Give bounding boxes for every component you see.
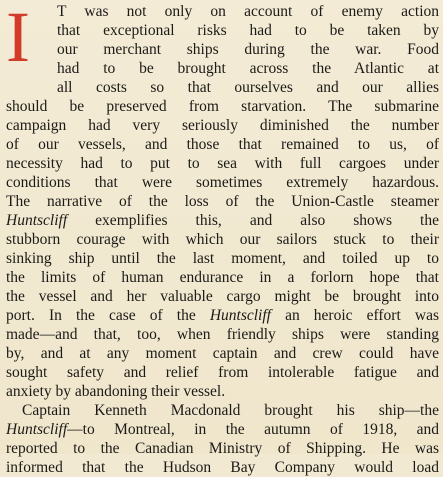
text-line: anxiety by abandoning their vessel. [6,383,226,400]
text-line: our merchant ships during the war. Food [57,41,439,58]
ship-name: Huntscliff [6,212,68,229]
text-line: reported to the Canadian Ministry of Shipping. He was [6,440,439,457]
text-line: stubborn courage with which our sailors stuck to their [6,231,439,248]
text-line: sinking ship until the last moment, and toiled up to [6,250,439,267]
text-line: that exceptional risks had to be taken by [57,22,439,39]
text-line: necessity had to put to sea with full cargoes under [6,155,439,172]
text-line: sought safety and relief from intolerable fatigue and [6,364,439,381]
text-line: should be preserved from starvation. The submarine [6,98,439,115]
text-line: Huntscliff—to Montreal, in the autumn of 1918, and [6,421,439,438]
text-line: port. In the case of the Huntscliff an heroic effort was [6,307,439,324]
text-line: Huntscliff exemplifies this, and also shows the [6,212,439,229]
text-line: informed that the Hudson Bay Company would load [6,459,439,476]
text-line: T was not only on account of enemy action [57,3,439,20]
text-line: campaign had very seriously diminished the number [6,117,439,134]
text-line: The narrative of the loss of the Union-Castle steamer [6,193,439,210]
text-line: conditions that were sometimes extremely hazardous. [6,174,439,191]
text-line: made—and that, too, when friendly ships were standing [6,326,439,343]
ship-name: Huntscliff [209,307,271,324]
text-line: by, and at any moment captain and crew could have [6,345,439,362]
text-line: the vessel and her valuable cargo might be brought into [6,288,439,305]
text-line: of our vessels, and those that remained to us, of [6,136,439,153]
text-line: the limits of human endurance in a forlorn hope that [6,269,439,286]
ship-name: Huntscliff [6,421,68,438]
text-line: had to be brought across the Atlantic at [57,60,439,77]
text-line: Captain Kenneth Macdonald brought his ship—the [22,402,439,419]
drop-cap: I [6,0,30,77]
text-line: all costs so that ourselves and our allies [57,79,439,96]
